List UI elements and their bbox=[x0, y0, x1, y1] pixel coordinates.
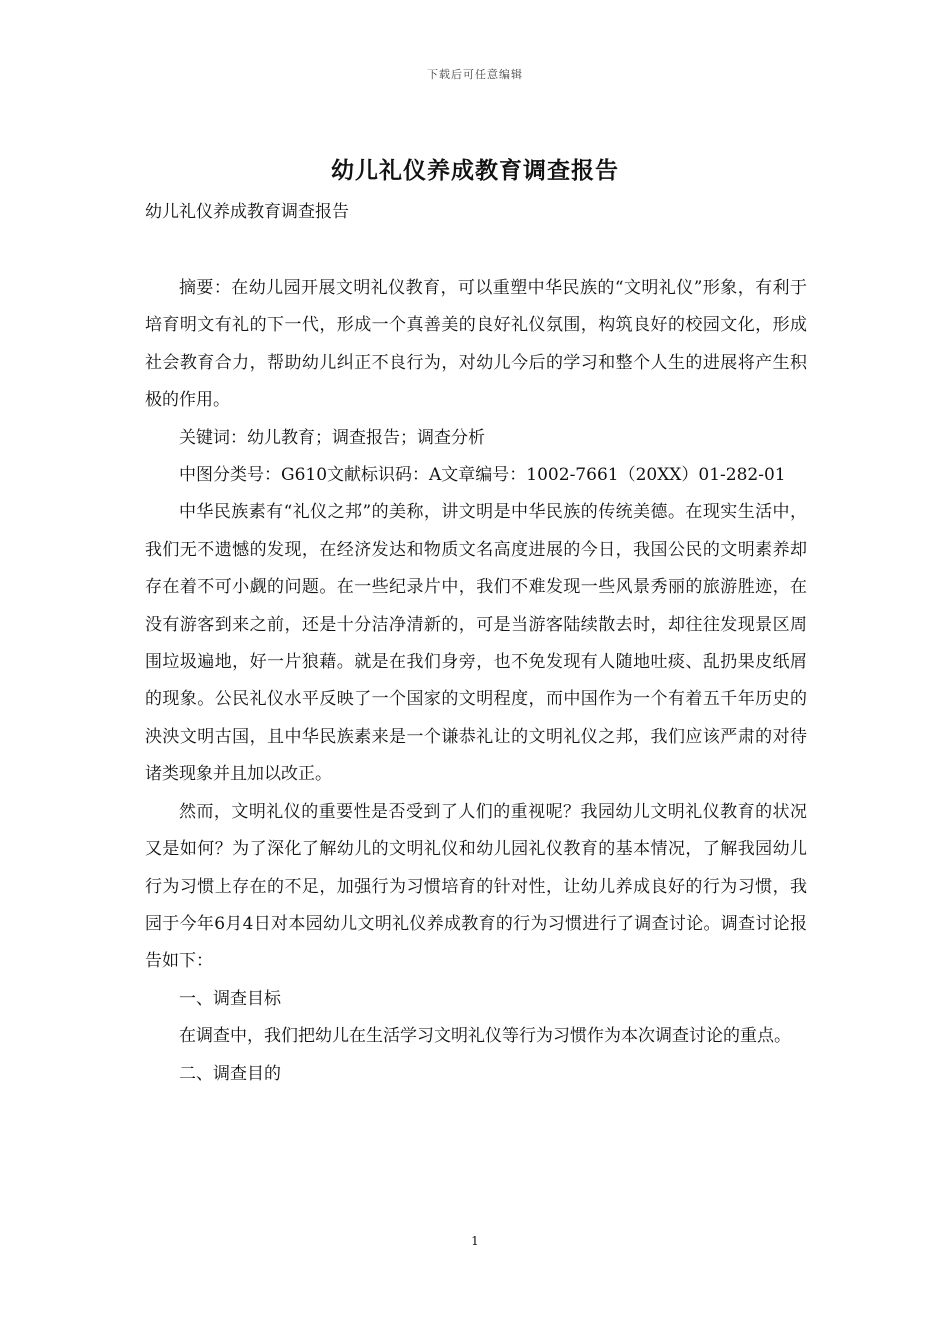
classification-paragraph: 中图分类号：G610文献标识码：A文章编号：1002-7661（20XX）01-282-01 bbox=[179, 465, 786, 486]
section-heading: 二、调查目的 bbox=[179, 1063, 281, 1084]
abstract-paragraph: 摘要：在幼儿园开展文明礼仪教育，可以重塑中华民族的“文明礼仪”形象，有利于培育明文有礼的下一代，形成一个真善美的良好礼仪氛围，构筑良好的校园文化，形成社会教育合力，帮助幼儿纠正不良行为，对幼儿今后的学习和整个人生的进展将产生积极的作用。 bbox=[145, 278, 807, 411]
page-number: 1 bbox=[471, 1234, 479, 1248]
document-title: 幼儿礼仪养成教育调查报告 bbox=[331, 157, 619, 184]
body-paragraph: 然而，文明礼仪的重要性是否受到了人们的重视呢？我园幼儿文明礼仪教育的状况又是如何？为了深化了解幼儿的文明礼仪和幼儿园礼仪教育的基本情况，了解我园幼儿行为习惯上存在的不足，加强行为习惯培育的针对性，让幼儿养成良好的行为习惯，我园于今年6月4日对本园幼儿文明礼仪养成教育的行为习惯进行了调查讨论。调查讨论报告如下： bbox=[145, 801, 807, 972]
document-body bbox=[145, 270, 807, 1093]
body-paragraph: 中华民族素有“礼仪之邦”的美称，讲文明是中华民族的传统美德。在现实生活中，我们无不遗憾的发现，在经济发达和物质文名高度进展的今日，我国公民的文明素养却存在着不可小觑的问题。在一些纪录片中，我们不难发现一些风景秀丽的旅游胜迹，在没有游客到来之前，还是十分洁净清新的，可是当游客陆续散去时，却往往发现景区周围垃圾遍地，好一片狼藉。就是在我们身旁，也不免发现有人随地吐痰、乱扔果皮纸屑的现象。公民礼仪水平反映了一个国家的文明程度，而中国作为一个有着五千年历史的泱泱文明古国，且中华民族素来是一个谦恭礼让的文明礼仪之邦，我们应该严肃的对待诸类现象并且加以改正。 bbox=[145, 502, 807, 785]
body-paragraph: 在调查中，我们把幼儿在生活学习文明礼仪等行为习惯作为本次调查讨论的重点。 bbox=[179, 1026, 791, 1047]
document-subtitle: 幼儿礼仪养成教育调查报告 bbox=[145, 202, 349, 222]
section-heading: 一、调查目标 bbox=[179, 988, 281, 1009]
page-header-note: 下载后可任意编辑 bbox=[427, 68, 523, 81]
keywords-paragraph: 关键词：幼儿教育；调查报告；调查分析 bbox=[179, 427, 485, 448]
